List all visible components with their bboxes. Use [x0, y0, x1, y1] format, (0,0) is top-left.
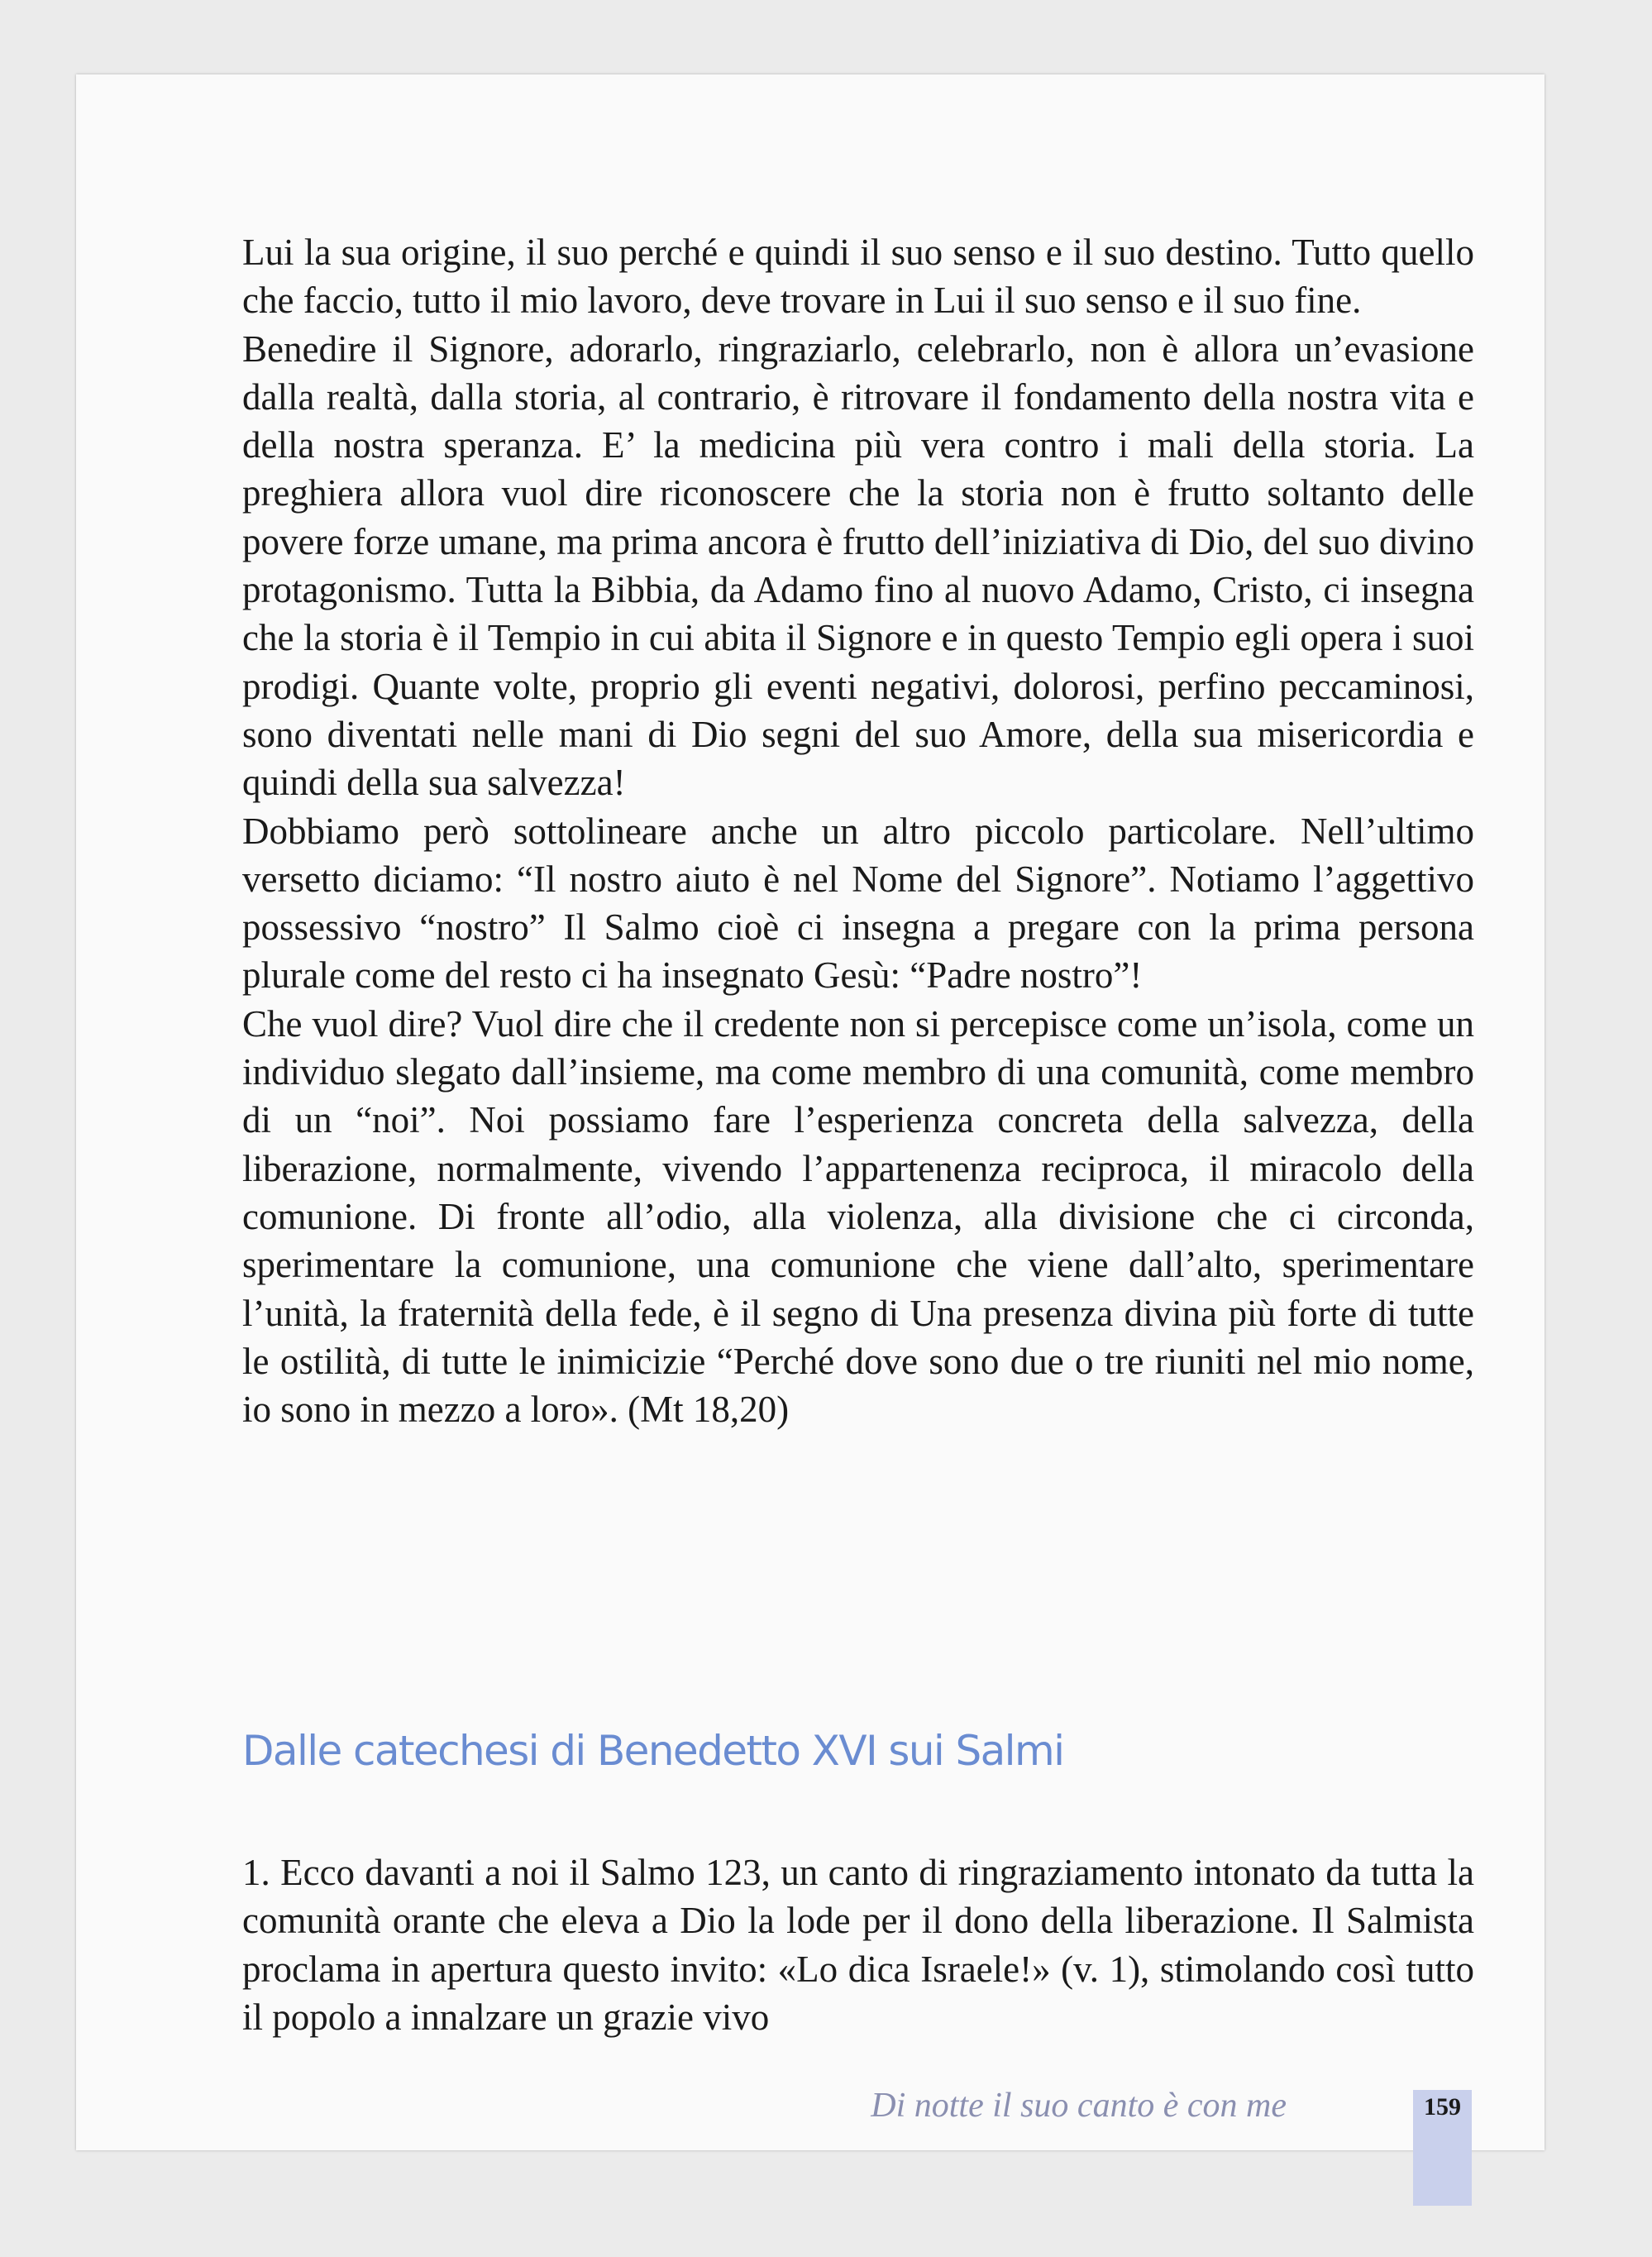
page-number-tab: [1413, 2090, 1472, 2206]
book-page: [76, 74, 1545, 2150]
paragraph-2: Benedire il Signore, adorarlo, ringraziarlo, celebrarlo, non è allora un’evasione dalla realtà, dalla storia, al contrario, è ritrovare il fondamento della nostra vita e della nostra speranza. E’ la medicina più vera contro i mali della storia. La preghiera allora vuol dire riconoscere che la storia non è frutto soltanto delle povere forze umane, ma prima ancora è frutto dell’iniziativa di Dio, del suo divino protagonismo. Tutta la Bibbia, da Adamo fino al nuovo Adamo, Cristo, ci insegna che la storia è il Tempio in cui abita il Signore e in questo Tempio egli opera i suoi prodigi. Quante volte, proprio gli eventi negativi, dolorosi, perfino peccaminosi, sono diventati nelle mani di Dio segni del suo Amore, della sua misericordia e quindi della sua salvezza!: [242, 328, 1474, 804]
section-body-text: [242, 1848, 1474, 2041]
paragraph-1: Lui la sua origine, il suo perché e quindi il suo senso e il suo destino. Tutto quello che faccio, tutto il mio lavoro, deve trovare in Lui il suo senso e il suo fine.: [242, 232, 1474, 322]
section-paragraph-1: 1. Ecco davanti a noi il Salmo 123, un canto di ringraziamento intonato da tutta la comunità orante che eleva a Dio la lode per il dono della liberazione. Il Salmista proclama in apertura questo invito: «Lo dica Israele!» (v. 1), stimolando così tutto il popolo a innalzare un grazie vivo: [242, 1852, 1474, 2038]
paragraph-3: Dobbiamo però sottolineare anche un altro piccolo particolare. Nell’ultimo versetto diciamo: “Il nostro aiuto è nel Nome del Signore”. Notiamo l’aggettivo possessivo “nostro” Il Salmo cioè ci insegna a pregare con la prima persona plurale come del resto ci ha insegnato Gesù: “Padre nostro”!: [242, 810, 1474, 997]
page-number: 159: [1424, 2093, 1461, 2121]
body-text: [242, 228, 1474, 1433]
section-heading: Dalle catechesi di Benedetto XVI sui Salmi: [242, 1727, 1064, 1775]
running-footer-title: Di notte il suo canto è con me: [871, 2087, 1287, 2125]
paragraph-4: Che vuol dire? Vuol dire che il credente non si percepisce come un’isola, come un individuo slegato dall’insieme, ma come membro di una comunità, come membro di un “noi”. Noi possiamo fare l’esperienza concreta della salvezza, della liberazione, normalmente, vivendo l’appartenenza reciproca, il miracolo della comunione. Di fronte all’odio, alla violenza, alla divisione che ci circonda, sperimentare la comunione, una comunione che viene dall’alto, sperimentare l’unità, la fraternità della fede, è il segno di Una presenza divina più forte di tutte le ostilità, di tutte le inimicizie “Perché dove sono due o tre riuniti nel mio nome, io sono in mezzo a loro». (Mt 18,20): [242, 1002, 1474, 1431]
